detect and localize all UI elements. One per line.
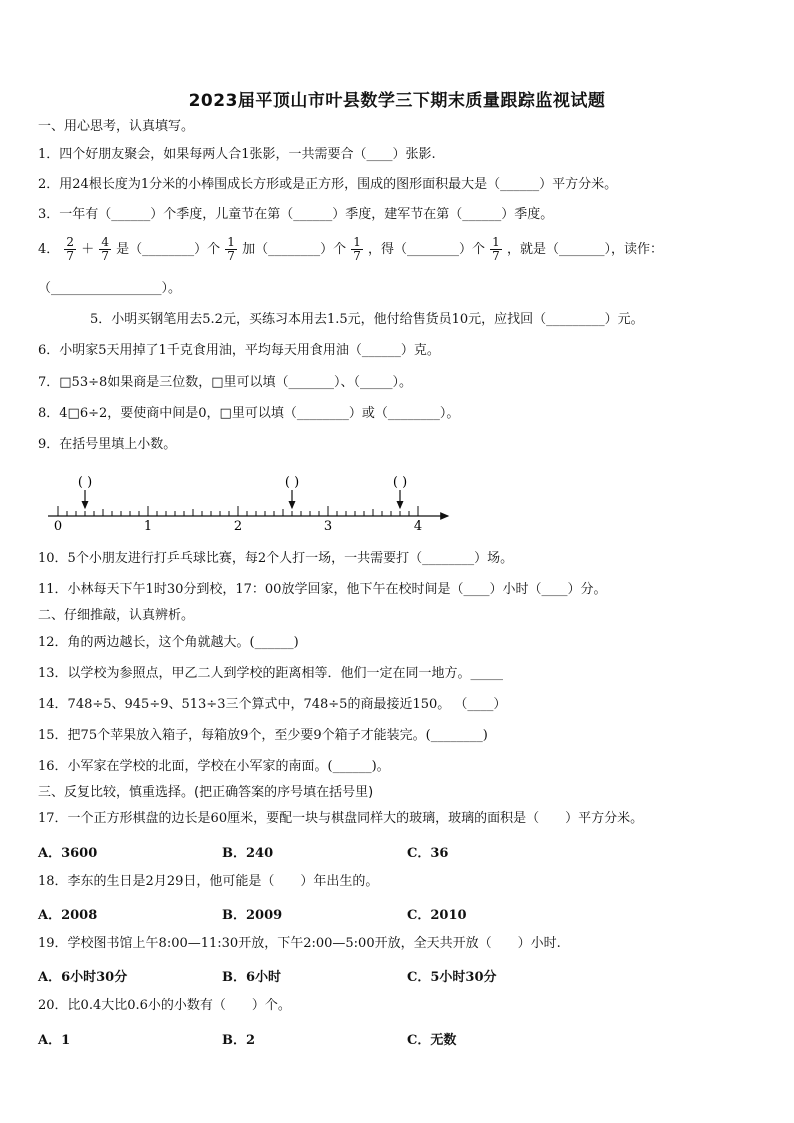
tick-label: 4: [413, 519, 423, 534]
question-4: [38, 236, 663, 263]
q4-text-4: ，就是（_______），读作：: [506, 242, 663, 257]
question-4-continued: （_________________）。: [38, 281, 182, 296]
q19-option-c: C．5小时30分: [407, 970, 497, 985]
answer-bracket: ( ): [77, 475, 93, 490]
question-15: 15．把75个苹果放入箱子，每箱放9个，至少要9个箱子才能装完。(________): [38, 728, 488, 743]
question-12: 12．角的两边越长，这个角就越大。(______): [38, 635, 299, 650]
question-14: 14．748÷5、945÷9、513÷3三个算式中，748÷5的商最接近150。 （____）: [38, 697, 507, 712]
fraction-1-7-c: $\frac{1}{7}$: [492, 235, 500, 263]
fraction-1-7-b: $\frac{1}{7}$: [353, 235, 361, 263]
tick-label: 3: [323, 519, 333, 534]
fraction-4-7: $\frac{4}{7}$: [101, 235, 109, 263]
q20-option-b: B．2: [222, 1033, 256, 1048]
section-1-heading: 一、用心思考，认真填写。: [38, 119, 195, 134]
q4-text-1: 是（________）个: [116, 242, 221, 257]
q19-option-b: B．6小时: [222, 970, 282, 985]
tick-label: 0: [53, 519, 63, 534]
question-8: 8．4□6÷2，要使商中间是0，□里可以填（________）或（________）。: [38, 406, 460, 421]
q4-text-2: 加（________）个: [242, 242, 347, 257]
question-20: 20．比0.4大比0.6小的小数有（ ）个。: [38, 998, 291, 1013]
section-2-heading: 二、仔细推敲，认真辨析。: [38, 608, 195, 623]
question-19: 19．学校图书馆上午8:00—11:30开放，下午2:00—5:00开放，全天共开放（ ）小时.: [38, 936, 561, 951]
number-line: [40, 468, 460, 538]
question-13: 13．以学校为参照点，甲乙二人到学校的距离相等．他们一定在同一地方。_____: [38, 666, 504, 681]
q4-text-3: ，得（________）个: [368, 242, 486, 257]
question-18: 18．李东的生日是2月29日，他可能是（ ）年出生的。: [38, 874, 379, 889]
q19-option-a: A．6小时30分: [38, 970, 128, 985]
q17-option-c: C．36: [407, 846, 449, 861]
question-2: 2．用24根长度为1分米的小棒围成长方形或是正方形，围成的图形面积最大是（______）平方分米。: [38, 177, 618, 192]
question-9: 9．在括号里填上小数。: [38, 437, 177, 452]
q17-option-b: B．240: [222, 846, 274, 861]
section-3-heading: 三、反复比较，慎重选择。(把正确答案的序号填在括号里): [38, 785, 374, 800]
tick-label: 1: [143, 519, 153, 534]
question-1: 1．四个好朋友聚会，如果每两人合1张影，一共需要合（____）张影.: [38, 147, 436, 162]
question-11: 11．小林每天下午1时30分到校，17：00放学回家，他下午在校时间是（____）小时（____）分。: [38, 582, 607, 597]
question-3: 3．一年有（______）个季度，儿童节在第（______）季度，建军节在第（______）季度。: [38, 207, 554, 222]
answer-bracket: ( ): [392, 475, 408, 490]
answer-bracket: ( ): [284, 475, 300, 490]
fraction-2-7: $\frac{2}{7}$: [66, 235, 75, 263]
tick-label: 2: [233, 519, 243, 534]
q4-prefix: 4．: [38, 242, 60, 257]
question-6: 6．小明家5天用掉了1千克食用油，平均每天用食用油（______）克。: [38, 343, 440, 358]
question-16: 16．小军家在学校的北面，学校在小军家的南面。(______)。: [38, 759, 390, 774]
question-17: 17．一个正方形棋盘的边长是60厘米，要配一块与棋盘同样大的玻璃，玻璃的面积是（ ）平方分米。: [38, 811, 644, 826]
question-5: 5．小明买钢笔用去5.2元，买练习本用去1.5元，他付给售货员10元，应找回（_________）元。: [90, 312, 644, 327]
plus-sign: ＋: [81, 242, 95, 257]
page-title: 2023届平顶山市叶县数学三下期末质量跟踪监视试题: [188, 91, 606, 111]
q18-option-c: C．2010: [407, 908, 467, 923]
fraction-1-7-a: $\frac{1}{7}$: [227, 235, 235, 263]
q18-option-a: A．2008: [38, 908, 98, 923]
question-10: 10．5个小朋友进行打乒乓球比赛，每2个人打一场，一共需要打（________）场。: [38, 551, 514, 566]
q20-option-c: C．无数: [407, 1033, 457, 1048]
q17-option-a: A．3600: [38, 846, 98, 861]
q18-option-b: B．2009: [222, 908, 283, 923]
question-7: 7．□53÷8如果商是三位数，□里可以填（_______）、（_____）。: [38, 375, 413, 390]
q20-option-a: A．1: [38, 1033, 71, 1048]
